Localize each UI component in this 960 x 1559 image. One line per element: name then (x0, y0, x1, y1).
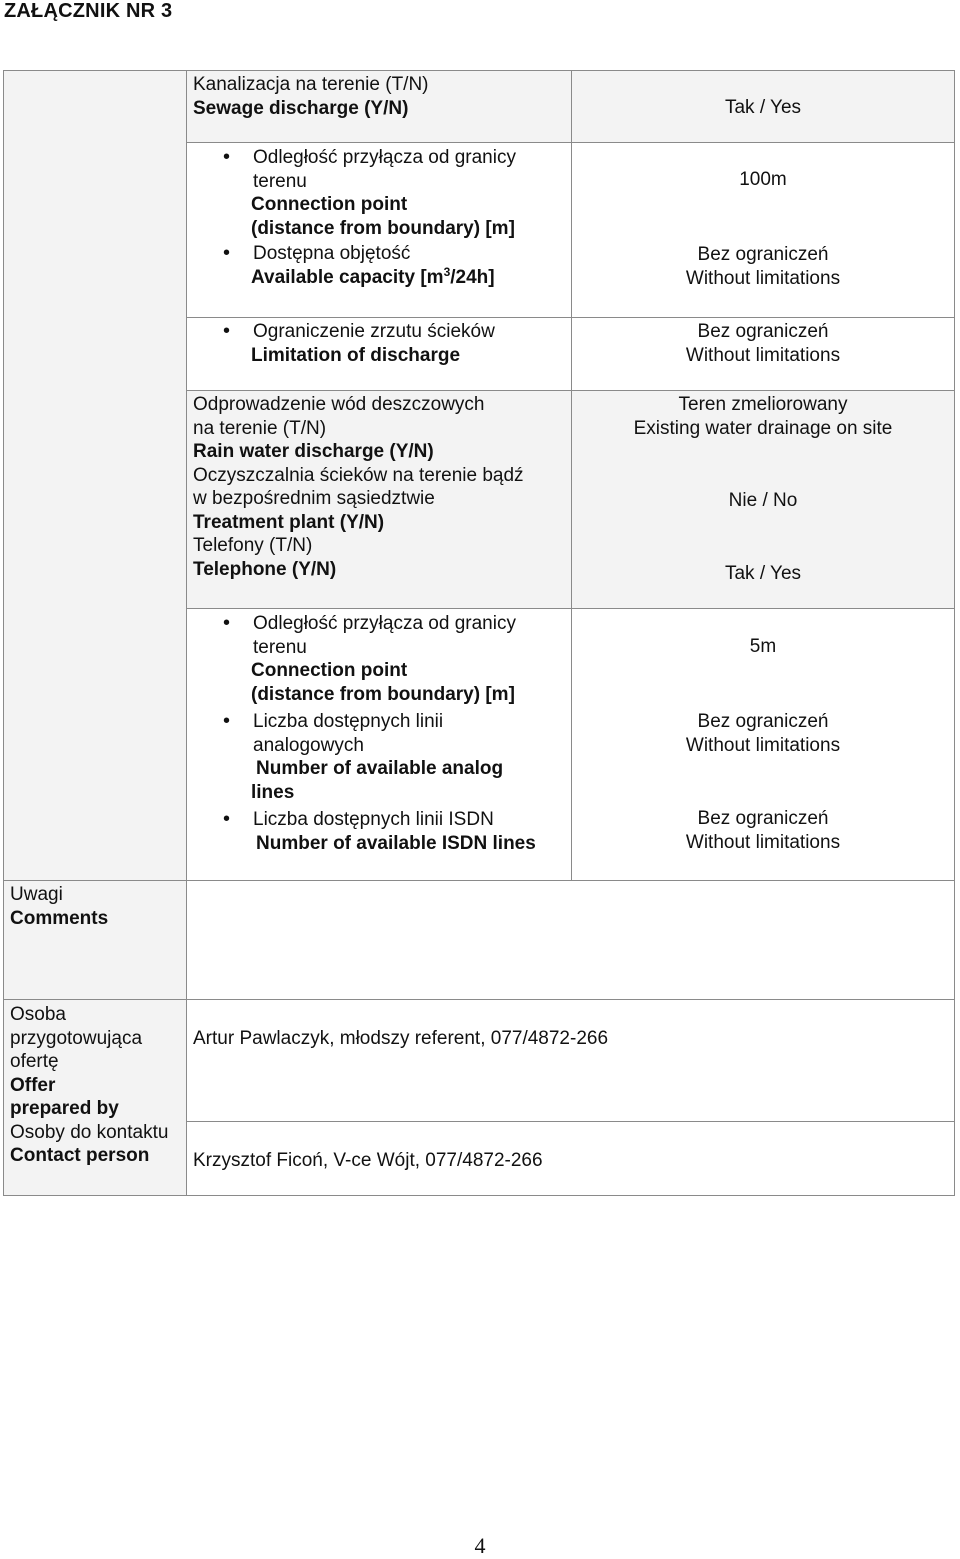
sewage-limitation-en: Limitation of discharge (251, 344, 461, 366)
comments-label-en: Comments (10, 907, 109, 929)
treatment-label-pl-1: Oczyszczalnia ścieków na terenie bądź (193, 464, 524, 486)
bullet-icon: • (223, 710, 231, 732)
sewage-connection-pl-1: Odległość przyłącza od granicy (253, 147, 516, 168)
telephone-label-en: Telephone (Y/N) (193, 558, 337, 580)
comments-label-pl: Uwagi (10, 884, 63, 905)
sewage-limitation-pl: Ograniczenie zrzutu ścieków (253, 321, 495, 342)
prepared-by-label-pl-3: ofertę (10, 1051, 59, 1072)
telephone-analog-en-1: Number of available analog (256, 758, 504, 779)
prepared-by-label-pl-1: Osoba (10, 1004, 66, 1025)
document-heading: ZAŁĄCZNIK NR 3 (4, 0, 173, 22)
sewage-limitation-value-pl: Bez ograniczeń (697, 321, 829, 342)
telephone-isdn-value-pl: Bez ograniczeń (697, 808, 829, 829)
contact-value-cell (186, 1121, 955, 1196)
telephone-connection-pl-1: Odległość przyłącza od granicy (253, 613, 516, 634)
contact-label-pl: Osoby do kontaktu (10, 1121, 169, 1143)
telephone-details-cell (186, 608, 572, 881)
sewage-value: Tak / Yes (724, 97, 802, 118)
sewage-value-cell (571, 70, 955, 143)
telephone-analog-pl-1: Liczba dostępnych linii (253, 711, 444, 732)
prepared-by-value-cell (186, 999, 955, 1122)
treatment-value: Nie / No (728, 490, 798, 511)
telephone-label-pl: Telefony (T/N) (193, 535, 313, 556)
sewage-details-cell (186, 142, 572, 318)
telephone-analog-value-en: Without limitations (685, 734, 841, 756)
sewage-capacity-en: Available capacity $[m^3/24h]$ (251, 264, 495, 288)
telephone-value: Tak / Yes (724, 563, 802, 584)
rain-label-pl-1: Odprowadzenie wód deszczowych (193, 394, 485, 415)
bullet-icon: • (223, 612, 231, 634)
sewage-label-en: Sewage discharge (Y/N) (193, 97, 409, 119)
sewage-connection-item (187, 146, 571, 193)
telephone-isdn-pl: Liczba dostępnych linii ISDN (253, 809, 494, 830)
comments-value-cell (186, 880, 955, 1000)
rain-label-pl-2: na terenie (T/N) (193, 417, 327, 439)
bullet-icon: • (223, 242, 231, 264)
sewage-limitation-value-cell (571, 317, 955, 391)
sewage-limitation-value-en: Without limitations (685, 344, 841, 366)
comments-label-cell (3, 880, 187, 1000)
telephone-connection-en-2: (distance from boundary) [m] (251, 683, 515, 705)
prepared-by-label-en-2: prepared by (10, 1098, 119, 1119)
telephone-connection-item (187, 612, 571, 659)
page-number: 4 (474, 1533, 486, 1558)
telephone-connection-pl-2: terenu (253, 636, 307, 658)
treatment-label-pl-2: w bezpośrednim sąsiedztwie (193, 488, 435, 509)
sewage-capacity-pl: Dostępna objętość (253, 243, 411, 264)
sewage-capacity-value-en: Without limitations (685, 267, 841, 289)
sewage-limitation-item (187, 320, 571, 367)
telephone-details-values-cell (571, 608, 955, 881)
treatment-label-en: Treatment plant (Y/N) (193, 511, 385, 533)
prepared-by-value: Artur Pawlaczyk, młodszy referent, 077/4872-266 (193, 1028, 609, 1049)
telephone-analog-en-2: lines (251, 781, 295, 803)
bullet-icon: • (223, 320, 231, 342)
telephone-analog-value-pl: Bez ograniczeń (697, 711, 829, 732)
utilities-value-cell (571, 390, 955, 609)
contact-value: Krzysztof Ficoń, V-ce Wójt, 077/4872-266 (193, 1150, 543, 1171)
sewage-connection-pl-2: terenu (253, 170, 307, 192)
sewage-connection-en-1: Connection point (251, 194, 408, 215)
telephone-connection-value: 5m (749, 636, 777, 657)
rain-value-pl: Teren zmeliorowany (678, 394, 848, 415)
prepared-by-label-cell (3, 999, 187, 1196)
sewage-details-values-cell (571, 142, 955, 318)
rain-label-en: Rain water discharge (Y/N) (193, 441, 434, 462)
sewage-connection-value: 100m (739, 169, 787, 190)
left-label-column (3, 70, 187, 881)
prepared-by-label-en-1: Offer (10, 1074, 56, 1096)
rain-value-en: Existing water drainage on site (633, 417, 893, 439)
telephone-connection-en-1: Connection point (251, 660, 408, 681)
sewage-limitation-cell (186, 317, 572, 391)
telephone-isdn-value-en: Without limitations (685, 831, 841, 853)
telephone-isdn-en: Number of available ISDN lines (256, 832, 536, 854)
telephone-analog-item (187, 710, 571, 757)
contact-label-en: Contact person (10, 1145, 150, 1166)
sewage-capacity-value-pl: Bez ograniczeń (697, 244, 829, 265)
sewage-label-pl: Kanalizacja na terenie (T/N) (193, 74, 429, 95)
telephone-analog-pl-2: analogowych (253, 734, 364, 756)
bullet-icon: • (223, 808, 231, 830)
bullet-icon: • (223, 146, 231, 168)
utilities-label-cell (186, 390, 572, 609)
sewage-connection-en-2: (distance from boundary) [m] (251, 217, 515, 239)
sewage-label-cell (186, 70, 572, 143)
prepared-by-label-pl-2: przygotowująca (10, 1027, 143, 1049)
sewage-capacity-item (187, 242, 571, 266)
telephone-isdn-item (187, 808, 571, 832)
